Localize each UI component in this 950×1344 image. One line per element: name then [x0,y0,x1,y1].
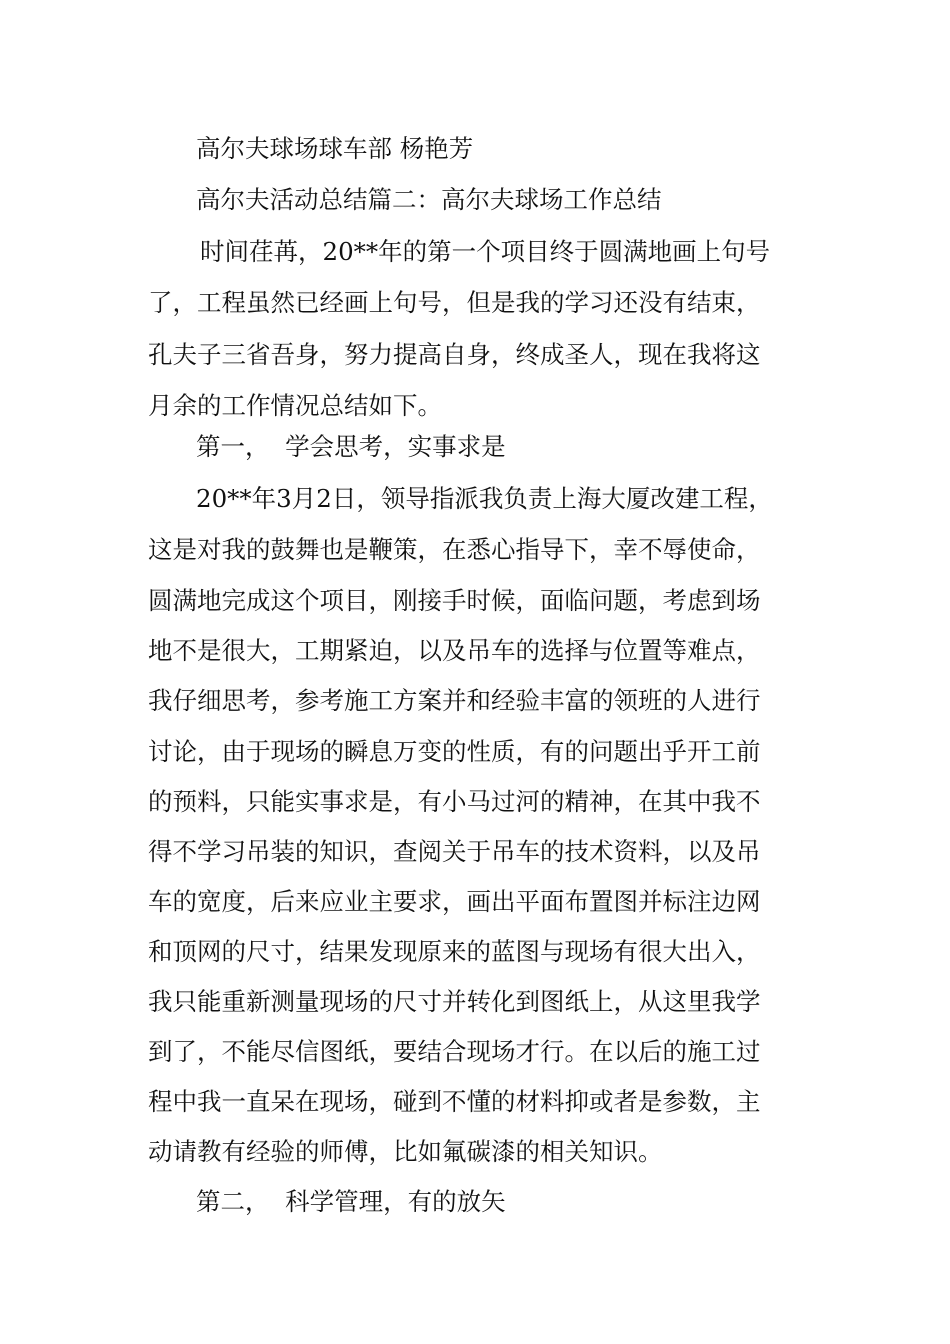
paragraph-line: 动请教有经验的师傅，比如氟碳漆的相关知识。 [148,1137,663,1166]
subheading-first: 第一， 学会思考，实事求是 [196,432,506,461]
paragraph-line: 时间荏苒，20**年的第一个项目终于圆满地画上句号 [200,237,771,266]
paragraph-line: 了，工程虽然已经画上句号，但是我的学习还没有结束， [148,288,761,317]
paragraph-line: 孔夫子三省吾身，努力提高自身，终成圣人，现在我将这 [148,340,761,369]
paragraph-line: 讨论，由于现场的瞬息万变的性质，有的问题出乎开工前 [148,737,761,766]
section-title: 高尔夫活动总结篇二：高尔夫球场工作总结 [196,185,662,214]
subheading-second: 第二， 科学管理，有的放矢 [196,1187,506,1216]
paragraph-line: 得不学习吊装的知识，查阅关于吊车的技术资料，以及吊 [148,837,761,866]
paragraph-line: 20**年3月2日，领导指派我负责上海大厦改建工程， [196,484,773,513]
paragraph-line: 我只能重新测量现场的尺寸并转化到图纸上，从这里我学 [148,987,761,1016]
paragraph-line: 程中我一直呆在现场，碰到不懂的材料抑或者是参数，主 [148,1087,761,1116]
paragraph-line: 到了，不能尽信图纸，要结合现场才行。在以后的施工过 [148,1037,761,1066]
paragraph-line: 我仔细思考，参考施工方案并和经验丰富的领班的人进行 [148,686,761,715]
paragraph-line: 圆满地完成这个项目，刚接手时候，面临问题，考虑到场 [148,586,761,615]
paragraph-line: 车的宽度，后来应业主要求，画出平面布置图并标注边网 [148,887,761,916]
paragraph-line: 这是对我的鼓舞也是鞭策，在悉心指导下，幸不辱使命， [148,535,761,564]
paragraph-line: 和顶网的尺寸，结果发现原来的蓝图与现场有很大出入， [148,937,761,966]
signature-line: 高尔夫球场球车部 杨艳芳 [196,134,474,163]
paragraph-line: 地不是很大，工期紧迫，以及吊车的选择与位置等难点， [148,636,761,665]
paragraph-line: 的预料，只能实事求是，有小马过河的精神，在其中我不 [148,787,761,816]
paragraph-line: 月余的工作情况总结如下。 [148,391,442,420]
